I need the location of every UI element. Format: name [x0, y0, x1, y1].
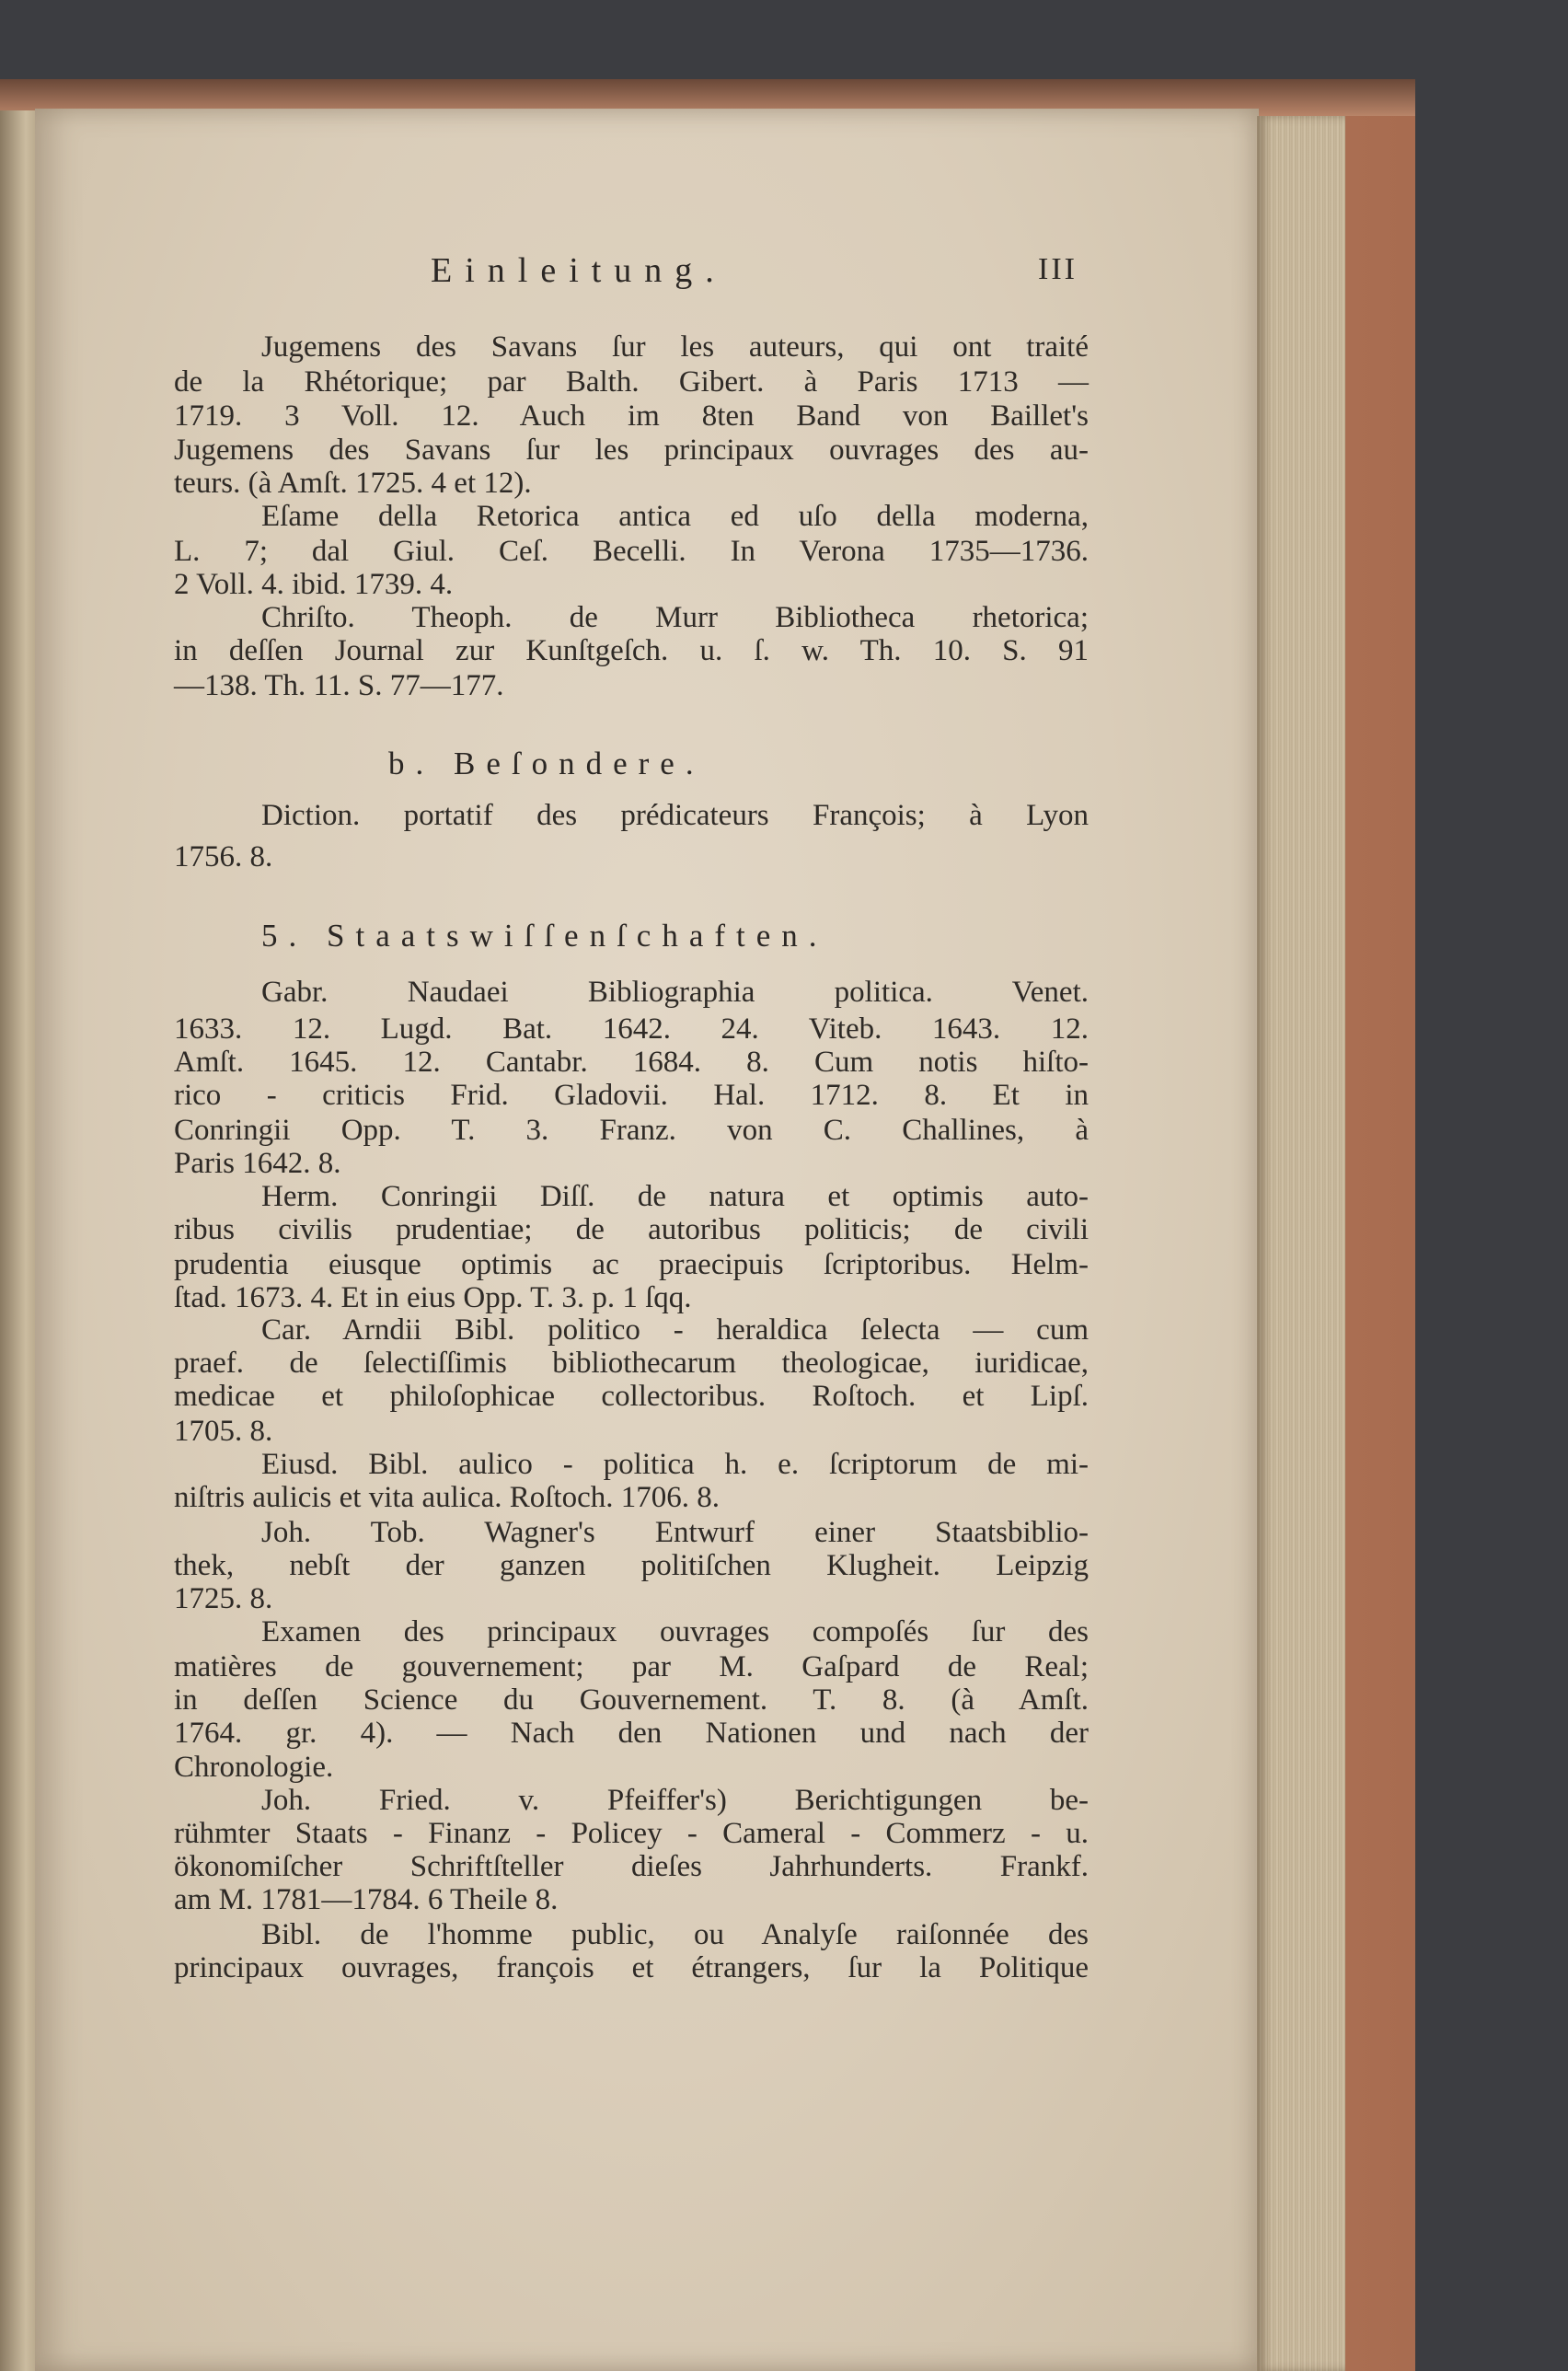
text-line: Gabr. Naudaei Bibliographia politica. Venet. [261, 976, 1089, 1010]
left-page-edge [0, 110, 37, 2371]
text-line: Jugemens des Savans ſur les principaux ouvrages des au- [174, 433, 1089, 467]
running-title: Einleitung. [431, 251, 727, 290]
text-line: Herm. Conringii Diſſ. de natura et optimis auto- [261, 1180, 1089, 1214]
sub-heading-besondere: b. Beſondere. [388, 746, 705, 781]
text-line: L. 7; dal Giul. Ceſ. Becelli. In Verona 1735—1736. [174, 534, 1089, 568]
text-line: 1705. 8. [174, 1414, 273, 1448]
text-line: Chronologie. [174, 1750, 334, 1784]
text-line: principaux ouvrages, françois et étrangers, ſur la Politique [174, 1951, 1089, 1985]
text-line: prudentia eiusque optimis ac praecipuis ſcriptoribus. Helm- [174, 1248, 1089, 1282]
text-line: medicae et philoſophicae collectoribus. Roſtoch. et Lipſ. [174, 1380, 1089, 1414]
text-line: rühmter Staats - Finanz - Policey - Cameral - Commerz - u. [174, 1816, 1089, 1850]
text-line: Chriſto. Theoph. de Murr Bibliotheca rhetorica; [261, 600, 1089, 634]
text-line: 1719. 3 Voll. 12. Auch im 8ten Band von Baillet's [174, 399, 1089, 434]
text-line: Paris 1642. 8. [174, 1147, 341, 1181]
page-stack-edges [1257, 116, 1345, 2371]
text-line: in deſſen Science du Gouvernement. T. 8. (à Amſt. [174, 1683, 1089, 1718]
text-line: Jugemens des Savans ſur les auteurs, qui ont traité [261, 330, 1089, 364]
text-line: Diction. portatif des prédicateurs François; à Lyon [261, 799, 1089, 833]
text-line: praef. de ſelectiſſimis bibliothecarum theologicae, iuridicae, [174, 1346, 1089, 1380]
text-line: Examen des principaux ouvrages compoſés ſur des [261, 1615, 1089, 1649]
text-line: —138. Th. 11. S. 77—177. [174, 668, 504, 702]
page-number: III [1038, 252, 1078, 286]
text-line: am M. 1781—1784. 6 Theile 8. [174, 1883, 559, 1917]
text-line: matières de gouvernement; par M. Gaſpard de Real; [174, 1650, 1089, 1684]
text-line: Conringii Opp. T. 3. Franz. von C. Challines, à [174, 1113, 1089, 1147]
text-line: niſtris aulicis et vita aulica. Roſtoch. 1706. 8. [174, 1481, 720, 1515]
text-line: 1725. 8. [174, 1582, 273, 1616]
section-heading-staatswissenschaften: 5. Staatswiſſenſchaften. [261, 918, 828, 954]
text-line: Eiusd. Bibl. aulico - politica h. e. ſcriptorum de mi- [261, 1447, 1089, 1481]
text-line: 1756. 8. [174, 839, 273, 873]
text-line: ſtad. 1673. 4. Et in eius Opp. T. 3. p. 1 ſqq. [174, 1281, 692, 1315]
text-line: in deſſen Journal zur Kunſtgeſch. u. ſ. w. Th. 10. S. 91 [174, 634, 1089, 668]
text-line: ribus civilis prudentiae; de autoribus politicis; de civili [174, 1213, 1089, 1247]
text-line: teurs. (à Amſt. 1725. 4 et 12). [174, 466, 532, 500]
text-line: de la Rhétorique; par Balth. Gibert. à Paris 1713 — [174, 364, 1089, 399]
text-line: Joh. Fried. v. Pfeiffer's) Berichtigungen be- [261, 1783, 1089, 1817]
text-line: Amſt. 1645. 12. Cantabr. 1684. 8. Cum notis hiſto- [174, 1045, 1089, 1079]
text-line: ökonomiſcher Schriftſteller dieſes Jahrhunderts. Frankf. [174, 1850, 1089, 1884]
text-line: Bibl. de l'homme public, ou Analyſe raiſonnée des [261, 1917, 1089, 1951]
text-line: 2 Voll. 4. ibid. 1739. 4. [174, 567, 454, 601]
text-line: 1633. 12. Lugd. Bat. 1642. 24. Viteb. 1643. 12. [174, 1012, 1089, 1046]
text-line: Car. Arndii Bibl. politico - heraldica ſelecta — cum [261, 1313, 1089, 1347]
text-line: Eſame della Retorica antica ed uſo della moderna, [261, 499, 1089, 533]
text-line: 1764. gr. 4). — Nach den Nationen und nach der [174, 1717, 1089, 1751]
text-line: rico - criticis Frid. Gladovii. Hal. 1712. 8. Et in [174, 1079, 1089, 1113]
text-line: thek, nebſt der ganzen politiſchen Klugheit. Leipzig [174, 1549, 1089, 1583]
text-line: Joh. Tob. Wagner's Entwurf einer Staatsbiblio- [261, 1515, 1089, 1549]
